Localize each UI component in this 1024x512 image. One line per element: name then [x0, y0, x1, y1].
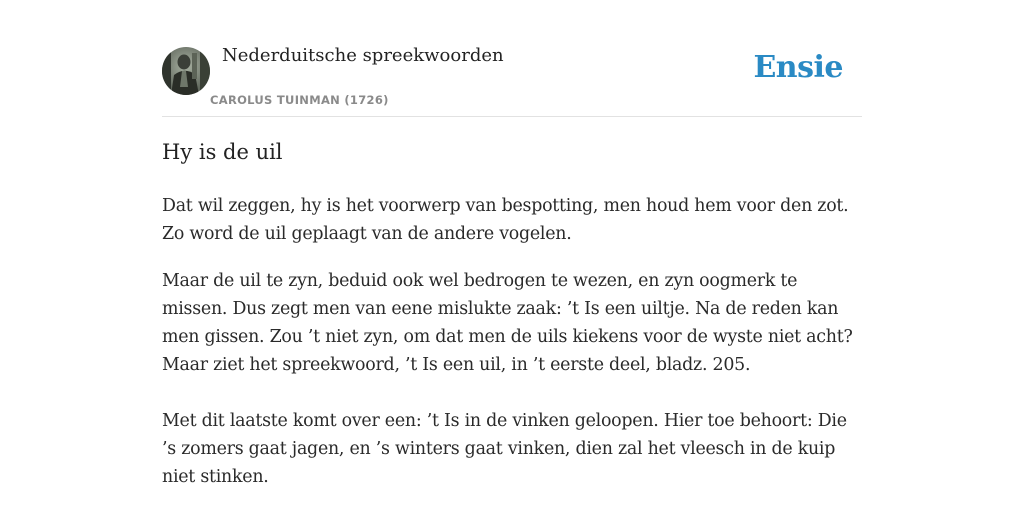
lemma-title: Hy is de uil: [162, 140, 283, 164]
author-portrait-icon: [162, 47, 210, 95]
page-wrapper: [162, 0, 862, 487]
ensie-logo[interactable]: Ensie: [753, 50, 843, 85]
author-avatar[interactable]: [162, 47, 210, 95]
book-title[interactable]: Nederduitsche spreekwoorden: [222, 45, 504, 66]
article-paragraph: Maar de uil te zyn, beduid ook wel bedrogen te wezen, en zyn oogmerk te missen. Dus zegt men van eene mislukte zaak: ’t Is een uiltje. Na de reden kan men gissen. Zou ’t niet zyn, om dat men de uils kiekens voor de wyste niet acht? Maar ziet het spreekwoord, ’t Is een uil, in ’t eerste deel, bladz. 205.: [162, 271, 853, 375]
article-paragraph: Met dit laatste komt over een: ’t Is in de vinken geloopen. Hier toe behoort: Die ’s zomers gaat jagen, en ’s winters gaat vinken, dien zal het vleesch in de kuip niet stinken.: [162, 411, 847, 487]
article-paragraph: Dat wil zeggen, hy is het voorwerp van bespotting, men houd hem voor den zot. Zo word de uil geplaagt van de andere vogelen.: [162, 196, 849, 244]
author-name[interactable]: CAROLUS TUINMAN (1726): [210, 93, 389, 107]
book-header: [162, 0, 862, 117]
